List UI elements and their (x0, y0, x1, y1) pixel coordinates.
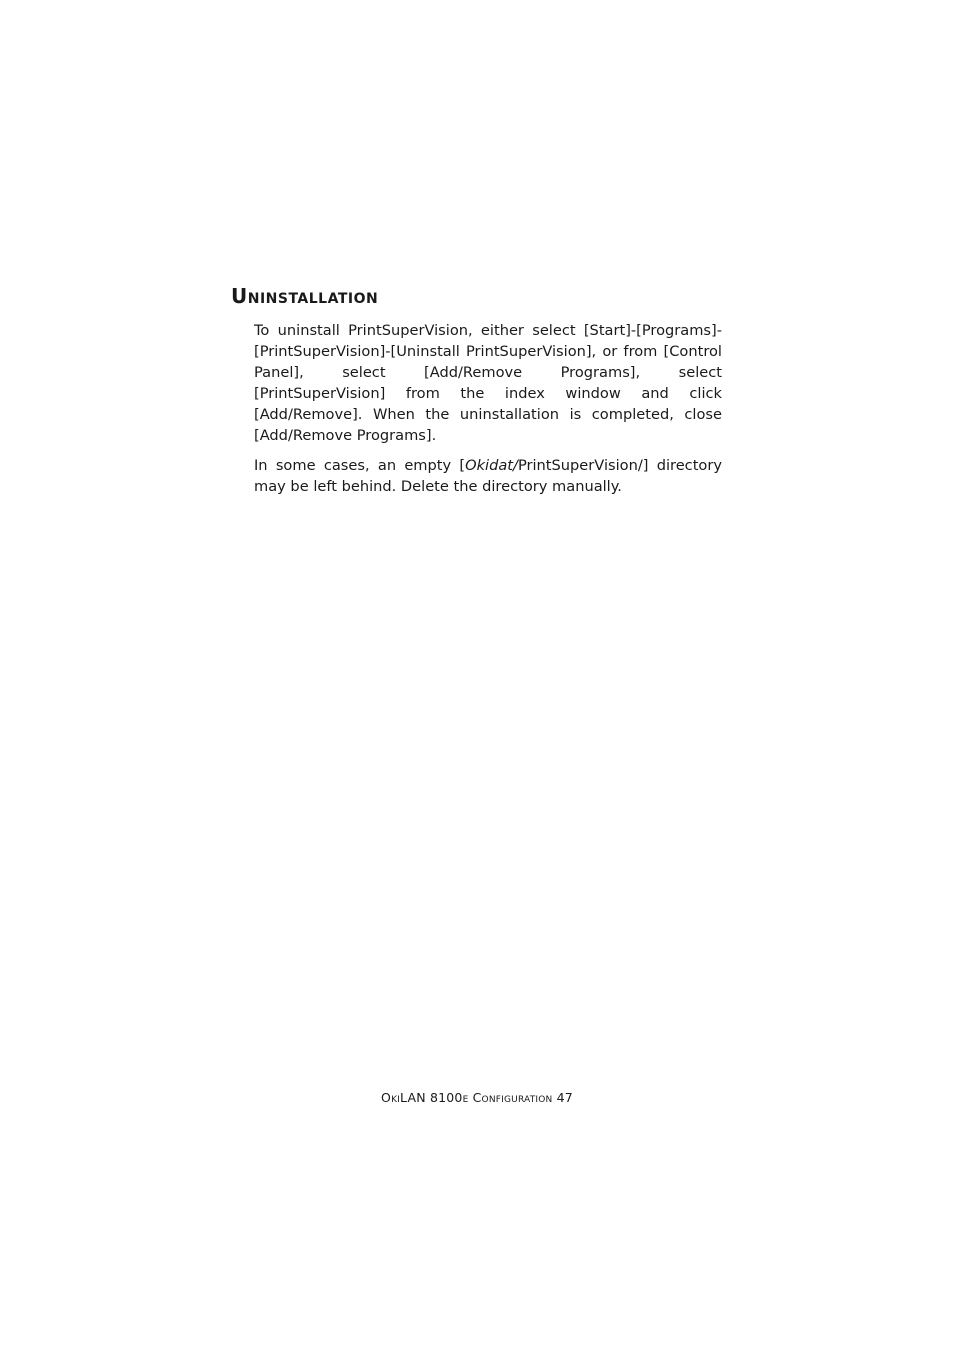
body-text (254, 320, 722, 506)
page-footer: OkiLAN 8100e Configuration 47 (381, 1090, 573, 1105)
paragraph-leftover-directory (254, 455, 722, 497)
paragraph-uninstall-steps: To uninstall PrintSuperVision, either select [Start]-[Programs]-[PrintSuperVision]-[Uninstall PrintSuperVision], or from [Control Panel], select [Add/Remove Programs], select [PrintSuperVision] from the index window and click [Add/Remove]. When the uninstallation is completed, close [Add/Remove Programs]. (254, 322, 722, 444)
paragraph-italic-directory: Okidat/ (465, 457, 518, 474)
paragraph-text-after: PrintSuperVision/] directory may be left behind. Delete the directory manually. (254, 457, 722, 495)
section-heading: Uninstallation (231, 284, 379, 308)
paragraph-text-before: In some cases, an empty [ (254, 457, 466, 474)
